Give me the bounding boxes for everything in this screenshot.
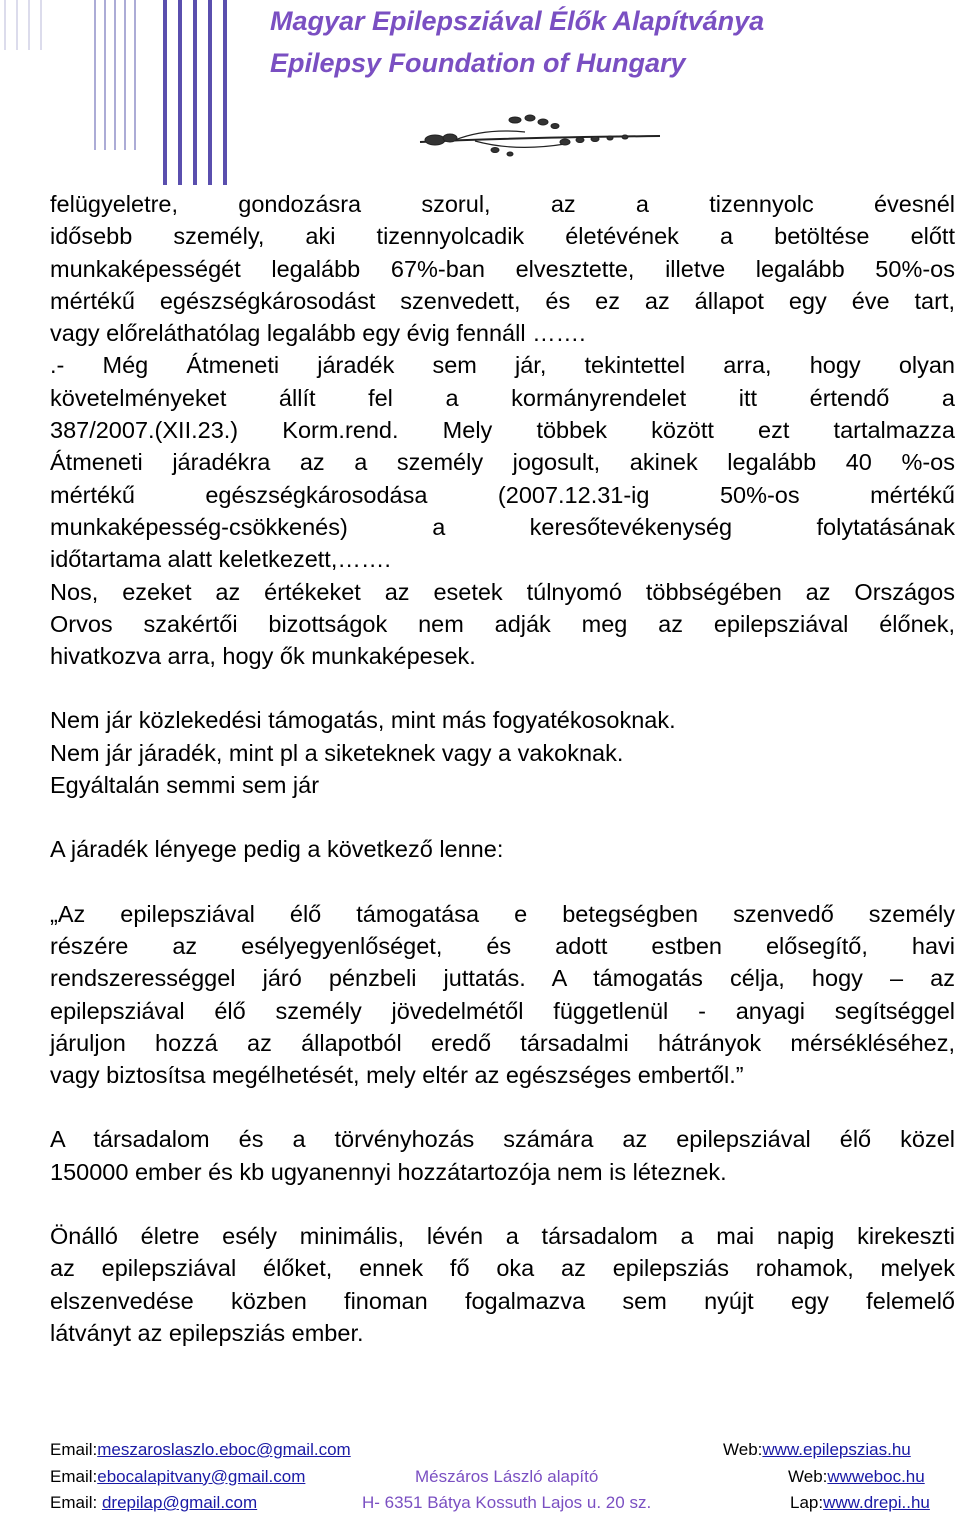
- text-line: Nos, ezeket az értékeket az esetek túlnyomó többségében az Országos: [50, 578, 955, 605]
- text-line: Átmeneti járadékra az a személy jogosult, akinek legalább 40 %-os: [50, 449, 955, 476]
- web-link[interactable]: wwweboc.hu: [827, 1466, 925, 1486]
- text-line: A társadalom és a törvényhozás számára az epilepsziával élő közel: [50, 1126, 955, 1153]
- web-label: Web:: [723, 1440, 763, 1459]
- footer-row-2: [50, 1464, 955, 1491]
- paragraph-gap: [50, 1091, 955, 1123]
- postal-address: H- 6351 Bátya Kossuth Lajos u. 20 sz.: [362, 1493, 652, 1512]
- email-label: Email:: [50, 1466, 98, 1486]
- web-link[interactable]: www.epilepszias.hu: [762, 1440, 911, 1459]
- paragraph-gap: [50, 866, 955, 898]
- text-line: mértékű egészségkárosodást szenvedett, és ez az állapot egy éve tart,: [50, 287, 955, 314]
- email-link[interactable]: meszaroslaszlo.eboc@gmail.com: [97, 1440, 351, 1459]
- decorative-grid-lines: [0, 0, 240, 185]
- text-line: munkaképesség-csökkenés) a keresőtevékenység folytatásának: [50, 513, 955, 540]
- lavender-sprig-icon: [415, 110, 665, 160]
- text-line: epilepsziával élő személy jövedelmétől függetlenül - anyagi segítséggel: [50, 997, 955, 1024]
- paragraph-gap: [50, 672, 955, 704]
- text-line: A járadék lényege pedig a következő lenne:: [50, 836, 504, 863]
- footer-web-2: [788, 1464, 925, 1491]
- email-label: Email:: [50, 1493, 102, 1512]
- footer-email-1: [50, 1437, 351, 1464]
- footer-email-3: [50, 1490, 257, 1517]
- text-line: .- Még Átmeneti járadék sem jár, tekintettel arra, hogy olyan: [50, 352, 955, 379]
- text-line: látványt az epilepsziás ember.: [50, 1319, 364, 1346]
- email-link[interactable]: ebocalapitvany@gmail.com: [97, 1466, 306, 1486]
- text-line: részére az esélyegyenlőséget, és adott estben elősegítő, havi: [50, 932, 955, 959]
- text-line: időtartama alatt keletkezett,…….: [50, 546, 391, 573]
- document-body: [50, 188, 955, 1349]
- text-line: hivatkozva arra, hogy ők munkaképesek.: [50, 643, 476, 670]
- foundation-title-hu: Magyar Epilepsziával Élők Alapítványa: [270, 6, 765, 36]
- text-line: járuljon hozzá az állapotból eredő társadalmi hátrányok mérsékléséhez,: [50, 1029, 955, 1056]
- web-label: Web:: [788, 1466, 828, 1486]
- paragraph-gap: [50, 801, 955, 833]
- footer-web-3: [790, 1490, 930, 1517]
- text-line: Nem jár közlekedési támogatás, mint más fogyatékosoknak.: [50, 707, 676, 734]
- text-line: idősebb személy, aki tizennyolcadik életévének a betöltése előtt: [50, 223, 955, 250]
- text-line: munkaképességét legalább 67%-ban elvesztette, illetve legalább 50%-os: [50, 255, 955, 282]
- footer-email-2: [50, 1464, 305, 1491]
- text-line: Orvos szakértői bizottságok nem adják meg az epilepsziával élőnek,: [50, 610, 955, 637]
- text-line: „Az epilepsziával élő támogatása e betegségben szenvedő személy: [50, 900, 955, 927]
- web-link[interactable]: www.drepi..hu: [823, 1493, 930, 1512]
- text-line: az epilepsziával élőket, ennek fő oka az epilepsziás rohamok, melyek: [50, 1255, 955, 1282]
- founder-name: Mészáros László alapító: [415, 1466, 599, 1486]
- text-line: 387/2007.(XII.23.) Korm.rend. Mely többek között ezt tartalmazza: [50, 417, 955, 444]
- paragraph-gap: [50, 1188, 955, 1220]
- text-line: 150000 ember és kb ugyanennyi hozzátartozója nem is léteznek.: [50, 1158, 727, 1185]
- text-line: Önálló életre esély minimális, lévén a társadalom a mai napig kirekeszti: [50, 1223, 955, 1250]
- text-line: Nem jár járadék, mint pl a siketeknek vagy a vakoknak.: [50, 739, 624, 766]
- text-line: vagy előreláthatólag legalább egy évig fennáll …….: [50, 320, 586, 347]
- foundation-title-en: Epilepsy Foundation of Hungary: [270, 48, 686, 78]
- text-line: felügyeletre, gondozásra szorul, az a tizennyolc évesnél: [50, 191, 955, 217]
- page-footer: [50, 1437, 955, 1517]
- text-line: vagy biztosítsa megélhetését, mely eltér az egészséges embertől.”: [50, 1062, 744, 1089]
- text-line: mértékű egészségkárosodása (2007.12.31-ig 50%-os mértékű: [50, 481, 955, 508]
- text-line: Egyáltalán semmi sem jár: [50, 772, 320, 799]
- footer-web-1: [723, 1437, 911, 1464]
- text-line: rendszerességgel járó pénzbeli juttatás. A támogatás célja, hogy – az: [50, 965, 955, 992]
- email-label: Email:: [50, 1440, 98, 1459]
- email-link[interactable]: drepilap@gmail.com: [101, 1493, 258, 1512]
- web-label: Lap:: [790, 1493, 824, 1512]
- text-line: elszenvedése közben finoman fogalmazva sem nyújt egy felemelő: [50, 1287, 955, 1314]
- text-line: követelményeket állít fel a kormányrendelet itt értendő a: [50, 384, 955, 411]
- footer-row-3: [50, 1490, 955, 1517]
- footer-row-1: [50, 1437, 955, 1464]
